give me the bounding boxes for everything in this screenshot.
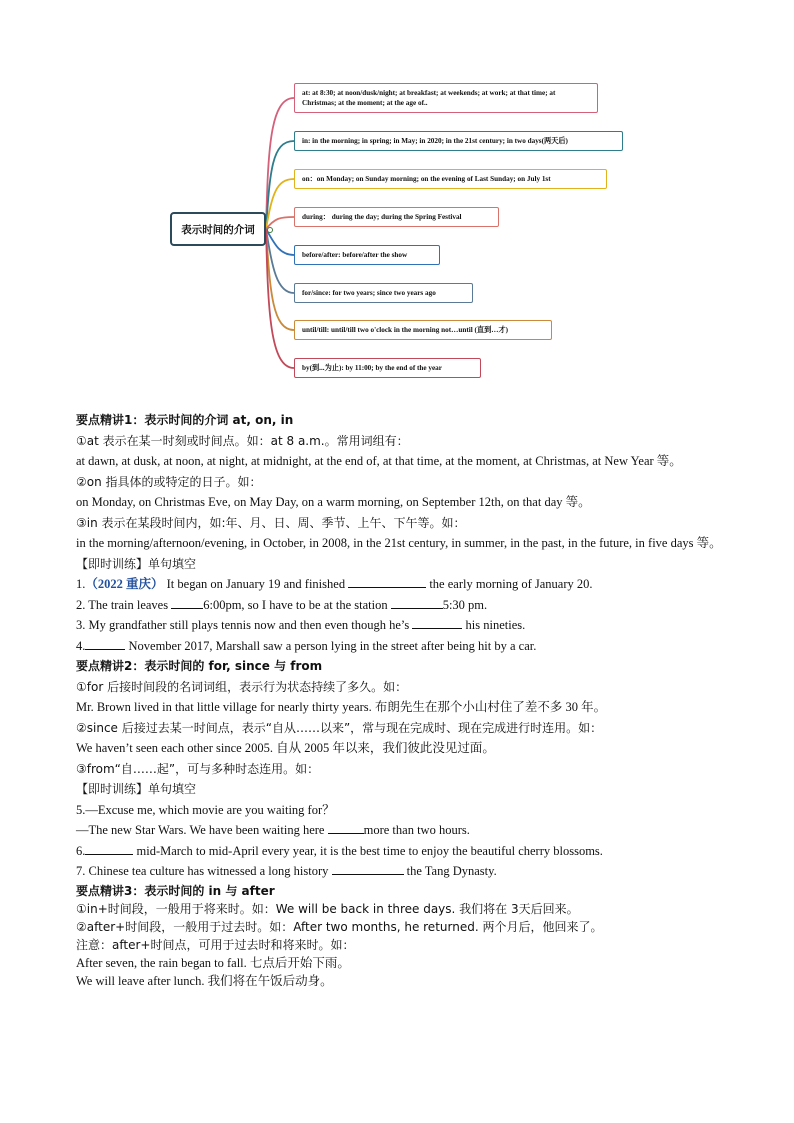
question-3: 3. My grandfather still plays tennis now and then even though he’s his nineties. [76, 618, 526, 632]
answer-blank-2b[interactable] [391, 596, 443, 609]
section1-point-in: ③in 表示在某段时间内，如:年、月、日、周、季节、上午、下午等。如： [76, 515, 466, 530]
answer-blank-6[interactable] [85, 842, 133, 855]
section2-since-example: We haven’t seen each other since 2005. 自从 2005 年以来，我们彼此没见过面。 [76, 741, 495, 755]
mindmap-node-before-after: before/after: before/after the show [294, 245, 440, 265]
answer-blank-7[interactable] [332, 862, 404, 875]
question-2: 2. The train leaves 6:00pm, so I have to be at the station 5:30 pm. [76, 597, 488, 612]
mindmap-node-by: by(到...为止): by 11:00; by the end of the year [294, 358, 481, 378]
section1-point-on: ②on 指具体的或特定的日子。如： [76, 474, 262, 489]
mindmap-root: 表示时间的介词 [170, 212, 266, 246]
document-body [76, 410, 722, 990]
answer-blank-3[interactable] [412, 616, 462, 629]
section3-heading: 要点精讲3：表示时间的 in 与 after [76, 883, 275, 898]
section1-heading: 要点精讲1：表示时间的介词 at, on, in [76, 413, 294, 427]
section3-example-1: After seven, the rain began to fall. 七点后开始下雨。 [76, 955, 350, 970]
question-4: 4. November 2017, Marshall saw a person lying in the street after being hit by a car. [76, 638, 537, 653]
mindmap-node-in: in: in the morning; in spring; in May; in 2020; in the 21st century; in two days(两天后) [294, 131, 623, 151]
section2-heading: 要点精讲2：表示时间的 for, since 与 from [76, 659, 323, 673]
mindmap [0, 0, 794, 400]
section1-on-examples: on Monday, on Christmas Eve, on May Day, on a warm morning, on September 12th, on that day 等。 [76, 495, 591, 509]
section3-note: 注意：after+时间点，可用于过去时和将来时。如： [76, 937, 355, 952]
section1-at-examples: at dawn, at dusk, at noon, at night, at midnight, at the end of, at that time, at the moment, at Christmas, at New Year 等。 [76, 454, 682, 468]
mindmap-node-on: on：on Monday; on Sunday morning; on the evening of Last Sunday; on July 1st [294, 169, 607, 189]
section1-practice-title: 【即时训练】单句填空 [76, 556, 197, 571]
question-1: 1.（2022 重庆） It began on January 19 and finished the early morning of January 20. [76, 577, 593, 591]
answer-blank-5[interactable] [328, 821, 364, 834]
mindmap-node-for-since: for/since: for two years; since two years ago [294, 283, 473, 303]
answer-blank-2a[interactable] [171, 596, 203, 609]
question-1-source-tag: （2022 重庆） [85, 577, 164, 591]
section2-practice-title: 【即时训练】单句填空 [76, 782, 197, 796]
mindmap-node-during: during： during the day; during the Spring Festival [294, 207, 499, 227]
answer-blank-1[interactable] [348, 575, 426, 588]
section2-point-from: ③from“自……起”，可与多种时态连用。如： [76, 761, 320, 776]
section3-point-in: ①in+时间段，一般用于将来时。如：We will be back in three days. 我们将在 3天后回来。 [76, 901, 579, 916]
section2-for-example: Mr. Brown lived in that little village for nearly thirty years. 布朗先生在那个小山村住了差不多 30 年。 [76, 700, 607, 714]
question-5: 5.—Excuse me, which movie are you waiting for？ [76, 802, 335, 817]
mindmap-node-at: at: at 8:30; at noon/dusk/night; at breakfast; at weekends; at work; at that time; at Christmas; at the moment; at the age of.. [294, 83, 598, 113]
collapse-dot-icon [267, 227, 273, 233]
mindmap-node-until-till: until/till: until/till two o'clock in the morning not…until (直到…才) [294, 320, 552, 340]
section1-in-examples: in the morning/afternoon/evening, in October, in 2008, in the 21st century, in summer, in the past, in the future, in five days 等。 [76, 536, 722, 550]
question-6: 6. mid-March to mid-April every year, it is the best time to enjoy the beautiful cherry blossoms. [76, 843, 603, 858]
section2-point-since: ②since 后接过去某一时间点，表示“自从……以来”，常与现在完成时、现在完成进行时连用。如： [76, 720, 603, 735]
mindmap-connectors [0, 0, 794, 400]
question-5-reply: —The new Star Wars. We have been waiting here more than two hours. [76, 823, 470, 837]
section1-point-at: ①at 表示在某一时刻或时间点。如：at 8 a.m.。常用词组有： [76, 433, 409, 448]
section3-point-after: ②after+时间段，一般用于过去时。如：After two months, he returned. 两个月后，他回来了。 [76, 919, 603, 934]
section3-example-2: We will leave after lunch. 我们将在午饭后动身。 [76, 973, 333, 988]
section2-point-for: ①for 后接时间段的名词词组，表示行为状态持续了多久。如： [76, 679, 408, 694]
question-7: 7. Chinese tea culture has witnessed a long history the Tang Dynasty. [76, 864, 497, 878]
answer-blank-4[interactable] [85, 637, 125, 650]
